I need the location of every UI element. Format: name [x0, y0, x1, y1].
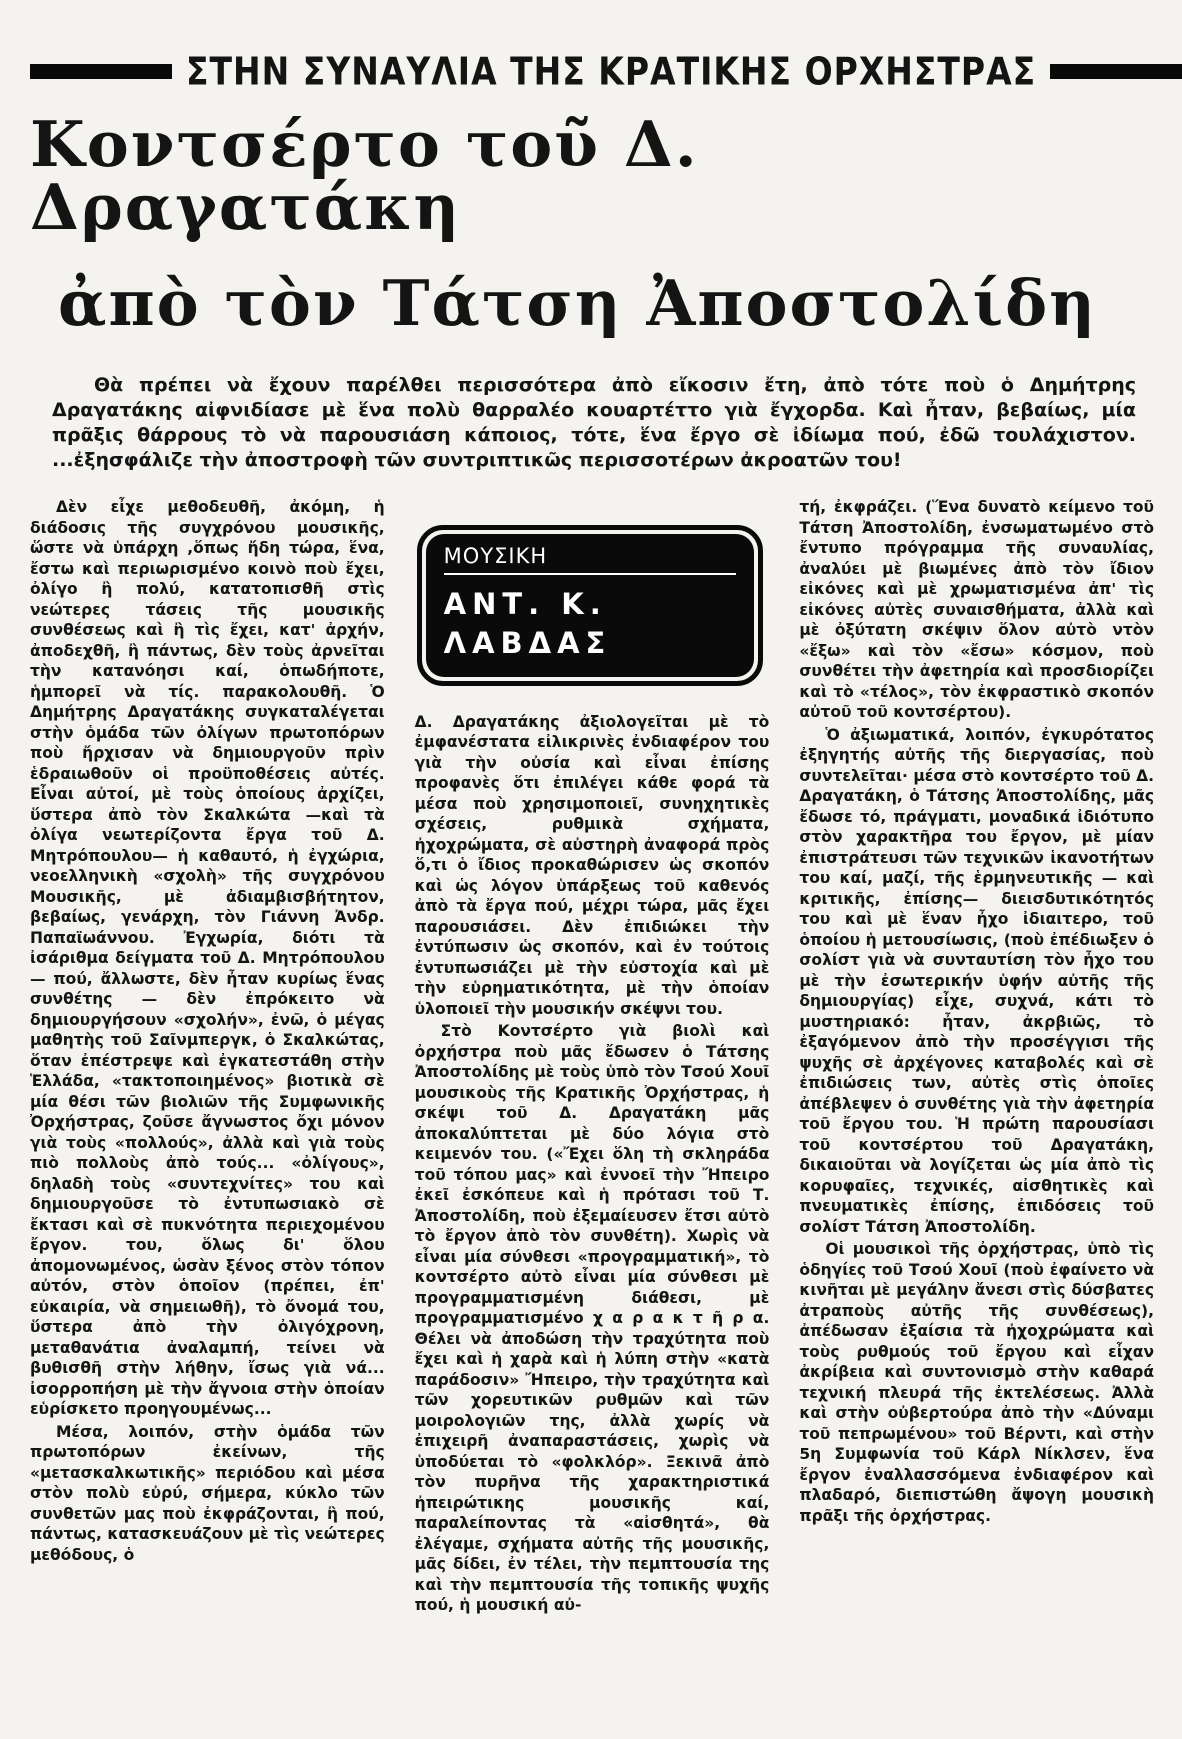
byline-divider [444, 573, 737, 575]
column-2-paragraph-1: Δ. Δραγατάκης ἀξιολογεῖται μὲ τὸ ἐμφανέστατα εἰλικρινὲς ἐνδιαφέρον του γιὰ τὴν οὐσία καὶ εἶναι ἐπίσης προφανὲς ὅτι ἐπιλέγει κάθε φορά τὰ μέσα ποὺ χρησιμοποιεῖ, συνηχητικὲς σχέσεις, ρυθμικὰ σχήματα, ἠχοχρώματα, σὲ αὐστηρὴ ἀναφορά πρὸς ὅ,τι ὁ ἴδιος προκαθώρισεν ὡς σκοπόν καὶ ὡς λόγον ὑπάρξεως τοῦ καθενός ἀπὸ τὰ ἔργα πού, μέχρι τώρα, μᾶς ἔχει παρουσιάσει. Δὲν ἐπιδιώκει τὴν ἐντύπωσιν ὡς σκοπόν, καὶ ἐν τούτοις ἐντυπωσιάζει μὲ τὴν εὐστοχία καὶ μὲ τὴν εὑρηματικότητα, μὲ τὴν ὁποίαν ὑλοποιεῖ τὴν μουσικήν σκέψνι του. [414, 712, 770, 1018]
headline-line-1: Κοντσέρτο τοῦ Δ. Δραγατάκη [30, 107, 699, 244]
headline [30, 107, 1152, 340]
column-3-paragraph-2: Ὁ ἀξιωματικά, λοιπόν, ἐγκυρότατος ἐξηγητής αὐτῆς τῆς διεργασίας, ποὺ συντελεῖται· μέσα στὸ κοντσέρτο τοῦ Δ. Δραγατάκη, ὁ Τάτσης Ἀποστολίδης, μᾶς ἔδωσε τό, πράγματι, μοναδικά ἰδιότυπο στὸν χαρακτῆρα του ἔργον, μὲ μίαν ἐπιστράτευσι τῶν τεχνικῶν ἱκανοτήτων του καί, μαζί, τῆς ἑρμηνευτικῆς — καὶ κριτικῆς, ἐπίσης— διεισδυτικότητός του καὶ μὲ ἕναν ἦχο ἰδιαιτερο, τοῦ ὁποίου ἡ μετουσίωσις, (ποὺ ἐπέδιωξεν ὁ σολίστ γιὰ νὰ συνταυτίση τὸν ἦχο του μὲ τὴν ἐσωτερικήν ὑφήν αὐτῆς τῆς δημιουργίας) εἶχε, συχνά, κάτι τὸ μυστηριακό: ἦταν, ἀκρβιῶς, τὸ ἐξαγόμενον ἀπὸ τὴν προσέγγισι τῆς ψυχῆς σὲ ἀρχέγονες καταβολές καὶ σὲ ἐπιδιώσεις των, αὐτὲς στὶς ὁποῖες ἀπέβλεψεν ὁ συνθέτης γιὰ τὴν ἀφετηρία τοῦ ἔργου του. Ἡ πρώτη παρουσίασι τοῦ κοντσέρτου τοῦ Δραγατάκη, δικαιοῦται νὰ λογίζεται ὡς μία ἀπὸ τὶς κορυφαῖες, τεχνικές, αἰσθητικὲς καὶ πνευματικὲς ἐπίσης, ἐπιδόσεις τοῦ σολίστ Τάτση Ἀποστολίδη. [799, 725, 1155, 1236]
author-name-line-2: ΛΑΒΔΑΣ [443, 625, 612, 660]
kicker-rule-left [30, 64, 172, 79]
byline-box [417, 525, 764, 686]
column-3-paragraph-3: Οἱ μουσικοὶ τῆς ὀρχήστρας, ὑπὸ τὶς ὁδηγίες τοῦ Τσού Χουῖ (ποὺ ἐφαίνετο νὰ κινῆται μὲ μεγάλην ἄνεσι στὶς δύσβατες ἀτραποὺς αὐτῆς τῆς συνθέσεως), ἀπέδωσαν ἐξαίσια τὰ ἠχοχρώματα καὶ τοὺς ρυθμούς τοῦ ἔργου καὶ εἶχαν ἀκρίβεια καὶ συντονισμὸ στὴν καθαρά τεχνική πλευρά τῆς ἐκτελέσεως. Ἀλλὰ καὶ στὴν οὐβερτούρα ἀπὸ τὴν «Δύναμι τοῦ πεπρωμένου» τοῦ Βέρντι, καὶ στὴν 5η Συμφωνία τοῦ Κάρλ Νίκλσεν, ἕνα ἔργον ἐναλλασσόμενα ἐνδιαφέρον καὶ πλαδαρό, διεπιστώθη ἄψογη μουσικὴ πρᾶξι τῆς ὀρχήστρας. [799, 1240, 1155, 1525]
author-name-line-1: ΑΝΤ. Κ. [443, 586, 607, 621]
column-2 [415, 497, 770, 1616]
headline-line-2: ἀπὸ τὸν Τάτση Ἀποστολίδη [58, 266, 1097, 340]
article-columns [30, 497, 1154, 1616]
column-1-paragraph-1: Δὲν εἶχε μεθοδευθῆ, ἀκόμη, ἡ διάδοσις τῆς συγχρόνου μουσικῆς, ὥστε νὰ ὑπάρχη ,ὅπως ἤδη τώρα, ἕνα, ἔστω καὶ περιωρισμένο κοινὸ ποὺ ἔχει, ὀλίγο ἢ πολύ, κατατοπισθῆ στὶς νεώτερες τάσεις τῆς μουσικῆς συνθέσεως καὶ ἢ τὶς ἔχει, κατ' ἀρχήν, ἀποδεχθῆ, ἢ πάντως, δὲν τοὺς ἀρνεῖται τὴν κατανόησι καί, ὁπωδήποτε, ἡμπορεῖ νὰ τίς. παρακολουθῆ. Ὁ Δημήτρης Δραγατάκης συγκαταλέγεται στὴν ὁμάδα τῶν ὀλίγων πρωτοπόρων ποὺ ἤρχισαν νὰ δημιουργοῦν πρὶν ἑδραιωθοῦν οἱ προϋποθέσεις αὐτές. Εἶναι αὐτοί, μὲ τοὺς ὁποίους ἀρχίζει, ὕστερα ἀπὸ τὸν Σκαλκώτα —καὶ τὰ ὀλίγα νεωτερίζοντα ἔργα τοῦ Δ. Μητρόπουλου— ἡ καθαυτό, ἡ ἐγχώρια, νεοελληνικὴ «σχολὴ» τῆς συγχρόνου Μουσικῆς, μὲ ἀδιαμβισβήτητον, βεβαίως, γενάρχη, τὸν Γιάννη Ἀνδρ. Παπαϊωάννου. Ἐγχωρία, διότι τὰ ἰσάριθμα δείγματα τοῦ Δ. Μητρόπουλου — πού, ἄλλωστε, δὲν ἦταν κυρίως ἕνας συνθέτης — δὲν ἐπρόκειτο νὰ δημιουργήσουν «σχολήν», ἐνῶ, ὁ μέγας μαθητὴς τοῦ Σαῖνμπεργκ, ὁ Σκαλκώτας, ὅταν ἐπέστρεψε καὶ ἐγκατεστάθη στὴν Ἑλλάδα, «τακτοποιημένος» βιοτικὰ σὲ μία θέσι τῶν βιολιῶν τῆς Συμφωνικῆς Ὀρχήστρας, ζοῦσε ἄγνωστος ὄχι μόνον γιὰ τοὺς «πολλούς», ἀλλὰ καὶ γιὰ τοὺς πιὸ πολλοὺς ἀπὸ τούς... «ὀλίγους», δηλαδὴ τοὺς «συντεχνίτες» του καὶ δημιουργοῦσε τὸ ἐντυπωσιακὸ σὲ ἔκτασι καὶ σὲ πυκνότητα περιεχομένου ἔργον. του, ὅλως δι' ὅλου ἀπομονωμένος, ὡσὰν ξένος στὸν τόπον αὐτόν, στὸν ὁποῖον (πρέπει, ἐπ' εὐκαιρία, νὰ σημειωθῆ), τὸ ὄνομά του, ὕστερα ἀπὸ τὴν ὀλιγόχρονη, μεταθανάτια ἀναλαμπή, τείνει νὰ βυθισθῆ στὴν λήθην, ἴσως γιὰ νά... ἰσορροπήση μὲ τὴν ἄγνοια στὴν ὁποίαν εὑρίσκετο προηγουμένως... [30, 498, 385, 1418]
column-1 [30, 497, 385, 1616]
column-1-paragraph-2: Μέσα, λοιπόν, στὴν ὁμάδα τῶν πρωτοπόρων ἐκείνων, τῆς «μετασκαλκωτικῆς» περιόδου καὶ μέσα στὸν πολὺ εὐρύ, σήμερα, κύκλο τῶν συνθετῶν μας ποὺ ἐκφράζονται, ἢ πού, πάντως, κατασκευάζουν μὲ τὶς νεώτερες μεθόδους, ὁ [30, 1422, 385, 1564]
column-2-paragraph-2: Στὸ Κοντσέρτο γιὰ βιολὶ καὶ ὀρχήστρα ποὺ μᾶς ἔδωσεν ὁ Τάτσης Ἀποστολίδης μὲ τοὺς ὑπὸ τὸν Τσού Χουῖ μουσικοὺς τῆς Κρατικῆς Ὀρχήστρας, ἡ σκέψι τοῦ Δ. Δραγατάκη μᾶς ἀποκαλύπτεται μὲ δύο λόγια στὸ κειμενόν του. («Ἔχει ὅλη τὴ σκληράδα τοῦ τόπου μας» καὶ ἐννοεῖ τὴν Ἤπειρο ἐκεῖ ἐσκόπευε καὶ ἡ πρότασι τοῦ Τ. Ἀποστολίδη, ποὺ ἐξεμαίευσεν ἔτσι αὐτὸ τὸ ἔργον ἀπὸ τὸν συνθέτη). Χωρὶς νὰ εἶναι μία σύνθεσι «προγραμματική», τὸ κοντσέρτο αὐτὸ εἶναι μία σύνθεσι μὲ προγραμματισμένη διάθεσι, μὲ προγραμματισμένο χ α ρ α κ τ ῆ ρ α. Θέλει νὰ ἀποδώση τὴν τραχύτητα ποὺ ἔχει καὶ ἡ χαρὰ καὶ ἡ λύπη στὴν «κατὰ παράδοσιν» Ἤπειρο, τὴν τραχύτητα καὶ τῶν χορευτικῶν ρυθμῶν καὶ τῶν μοιρολογιῶν της, ἀλλὰ χωρίς νὰ ἐπιχειρῆ ἀναπαραστάσεις, χωρὶς νὰ ὑποδύεται τὸ «φολκλόρ». Ξεκινᾶ ἀπὸ τὸν πυρῆνα τῆς χαρακτηριστικά ἠπειρώτικης μουσικῆς καί, παραλείποντας τὰ «αἰσθητά», θὰ ἐλέγαμε, σχήματα αὐτῆς τῆς μουσικῆς, μᾶς δίδει, ἐν τέλει, τὴν πεμπτουσία της καὶ τὴν πεμπτουσία τῆς τοπικῆς ψυχῆς πού, ἡ μουσική αὐ- [414, 1022, 770, 1615]
column-3-paragraph-1: τή, ἐκφράζει. (Ἕνα δυνατὸ κείμενο τοῦ Τάτση Ἀποστολίδη, ἐνσωματωμένο στὸ ἔντυπο πρόγραμμα τῆς συναυλίας, ἀναλύει μὲ βιωμένες ἀπὸ τὸν ἴδιον εἰκόνες καὶ μὲ χρωματισμένα ἀπ' τὶς εἰκόνες αὐτὲς συναισθήματα, ἀλλὰ καὶ μὲ ὀξύτατη σκέψιν ὅλον αὐτὸ ντὸν «ἔξω» καὶ τὸν «ἔσω» κόσμον, ποὺ συνθέτει τὴν ἀφετηρία καὶ προσδιορίζει καὶ τὸ «τέλος», τὸν ἐκφραστικὸ σκοπόν αὐτοῦ τοῦ κοντσέρτου). [799, 498, 1155, 721]
kicker-rule-right [1050, 64, 1182, 79]
lead-paragraph: Θὰ πρέπει νὰ ἔχουν παρέλθει περισσότερα ἀπὸ εἴκοσιν ἔτη, ἀπὸ τότε ποὺ ὁ Δημήτρης Δραγατάκης αἰφνιδίασε μὲ ἕνα πολὺ θαρραλέο κουαρτέττο γιὰ ἔγχορδα. Καὶ ἦταν, βεβαίως, μία πρᾶξις θάρρους τὸ νὰ παρουσιάση κάποιος, τότε, ἕνα ἔργο σὲ ἰδίωμα πού, ἐδῶ τουλάχιστον. ...ἐξησφάλιζε τὴν ἀποστροφὴ τῶν συντριπτικῶς περισσοτέρων ἀκροατῶν του! [52, 374, 1136, 471]
section-label: ΜΟΥΣΙΚΗ [443, 544, 548, 568]
column-3 [799, 497, 1154, 1616]
kicker-row [30, 49, 1152, 94]
byline-box-inner [426, 534, 755, 677]
kicker-text: ΣΤΗΝ ΣΥΝΑΥΛΙΑ ΤΗΣ ΚΡΑΤΙΚΗΣ ΟΡΧΗΣΤΡΑΣ [186, 49, 1037, 94]
